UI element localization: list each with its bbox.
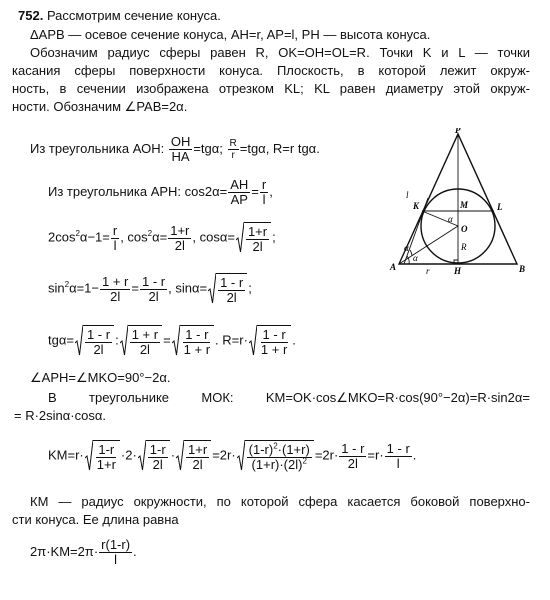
sqrt-sin: $\frac{1 - r}{2l}$ (208, 273, 247, 305)
problem-heading-text: Рассмотрим сечение конуса. (46, 8, 221, 23)
svg-text:r: r (426, 266, 430, 276)
ah-over-ap: $\frac{AH}{AP}$ (230, 177, 249, 207)
sqrt-cos: $\frac{1+r}{2l}$ (236, 222, 271, 254)
cos-squared-equation: $2\cos^2\alpha-1=$ $\frac{r}{l}$ , $\cos^2\alpha=$ $\frac{1+r}{2l}$ , cosα= $\frac{1+r}{2l}$ ; (48, 222, 276, 254)
aoh-equation: Из треугольника АОН: $\frac{OH}{HA}$ =tgα; $\frac{R}{r}$ =tgα, R=r tgα. (30, 134, 320, 164)
angle-equation: ∠APH=∠MKO=90°−2α. (30, 370, 171, 385)
oh-over-ha: $\frac{OH}{HA}$ (170, 134, 191, 164)
svg-text:α: α (404, 243, 409, 253)
svg-text:K: K (413, 201, 420, 211)
svg-text:B: B (519, 264, 526, 274)
paragraph-1: ΔАРВ — осевое сечение конуса, AH=r, AP=l, PH — высота конуса. (30, 27, 431, 42)
cone-section-figure (382, 128, 532, 278)
svg-text:L: L (497, 202, 503, 212)
paragraph-2-line-1: Обозначим радиус сферы равен R, OK=OH=OL=R. Точки K и L — точки (30, 45, 530, 60)
r-over-l: $\frac{r}{l}$ (261, 177, 267, 207)
paragraph-2-line-3: ность, в сечении изображена отрезком KL; KL равен диаметру этой окруж- (12, 81, 530, 96)
length-formula: 2π·KM=2π· $\frac{r(1-r)}{l}$ . (30, 537, 137, 567)
svg-text:l: l (406, 190, 409, 200)
svg-text:A: A (390, 262, 397, 272)
conclusion-line-1: КМ — радиус окружности, по которой сфера касается боковой поверхно- (30, 494, 530, 509)
problem-heading (18, 8, 221, 24)
svg-text:α: α (413, 253, 418, 263)
km-equation: KM=r· $\frac{1-r}{1+r}$ ·2· $\frac{1-r}{2l}$ · $\frac{1+r}{2l}$ =2r· $\frac{(1-r)^2\cdot(1+r)}{(1+r)\cdot(2l)^2}$ =2r· $\frac{1 - r}{2l}$ =r· $\frac{1 - r}{l}$ . (48, 440, 417, 472)
paragraph-2-line-2: касания сферы поверхности конуса. Плоскость, в которой лежит окруж- (12, 63, 530, 78)
svg-text:α: α (448, 214, 453, 224)
mok-line-2: = R·2sinα·cosα. (14, 408, 106, 423)
angle-arc-a2 (410, 250, 412, 256)
svg-text:M: M (460, 200, 469, 210)
svg-text:P: P (455, 128, 461, 135)
conclusion-line-2: сти конуса. Ее длина равна (12, 512, 179, 527)
mok-line-1: В треугольнике МОК: KM=OK·cos∠MKO=R·cos(90°−2α)=R·sin2α= (48, 390, 530, 405)
paragraph-2-line-4: ности. Обозначим ∠PAB=2α. (12, 99, 188, 114)
svg-text:H: H (454, 266, 462, 276)
problem-number: 752. (18, 8, 44, 23)
figure-labels (389, 128, 525, 276)
sin-squared-equation: $\sin^2\alpha=1-$ $\frac{1 + r}{2l}$ = $\frac{1 - r}{2l}$ , sinα= $\frac{1 - r}{2l}$ ; (48, 273, 252, 305)
aph-equation: Из треугольника АРН: cos2α= $\frac{AH}{AP}$ = $\frac{r}{l}$ , (48, 177, 273, 207)
svg-text:R: R (461, 242, 467, 252)
svg-text:O: O (461, 224, 468, 234)
tg-equation: tgα= $\frac{1 - r}{2l}$ : $\frac{1 + r}{2l}$ = $\frac{1 - r}{1 + r}$ . R=r· $\frac{1 - r}{1 + r}$ . (48, 326, 296, 357)
r-over-r: $\frac{R}{r}$ (229, 138, 237, 161)
